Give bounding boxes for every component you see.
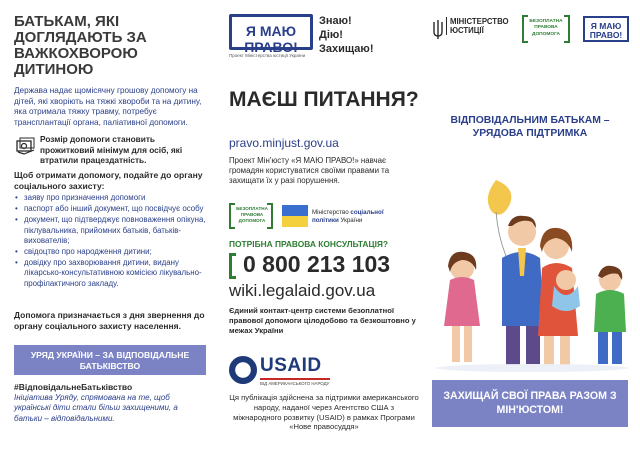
hotline-phone[interactable]: 0 800 213 103 (243, 251, 391, 277)
list-item: • довідку про захворювання дитини, видану лікарсько-консультативною комісією лікувально-профілактичного закладу. (14, 258, 206, 289)
trident-icon (432, 18, 444, 40)
question-heading: МАЄШ ПИТАННЯ? (229, 88, 419, 111)
left-intro: Держава надає щомісячну грошову допомогу на дітей, які хворіють на тяжкі хвороби та на дитину, яка отримала тяжку травму, потребує трансплантації органа, паліативної допомоги. (14, 86, 202, 127)
bracket-icon (229, 253, 236, 279)
usaid-divider (260, 378, 330, 380)
consultation-heading: ПОТРІБНА ПРАВОВА КОНСУЛЬТАЦІЯ? (229, 239, 389, 249)
legal-aid-logo (522, 15, 570, 43)
list-item: • свідоцтво про народження дитини; (14, 247, 206, 257)
deadline-note: Допомога призначається з дня звернення до органу соціального захисту населення. (14, 310, 205, 331)
bracket-icon (564, 15, 570, 43)
legal-aid-logo (229, 203, 273, 229)
ya-mayu-pravo-logo (583, 16, 629, 42)
benefit-amount: Розмір допомоги становить прожитковий мінімум для осіб, які втратили працездатність. (40, 134, 183, 165)
minjust-logo: МІНІСТЕРСТВО ЮСТИЦІЇ (446, 17, 508, 35)
government-banner: УРЯД УКРАЇНИ – ЗА ВІДПОВІДАЛЬНЕ БАТЬКІВСТВО (14, 345, 206, 375)
pravo-site-link[interactable]: pravo.minjust.gov.ua (229, 136, 339, 150)
ya-mayu-pravo-logo (229, 14, 313, 55)
slogan-line: Знаю! (319, 15, 352, 27)
list-item: • документ, що підтверджує повноваження опікуна, піклувальника, прийомних батьків, батьків-вихователів; (14, 215, 206, 246)
logo-text: Я МАЮ ПРАВО! (589, 21, 623, 40)
usaid-logo: USAID (260, 355, 322, 376)
usaid-seal-icon (229, 356, 257, 384)
right-headline: ВІДПОВІДАЛЬНИМ БАТЬКАМ – УРЯДОВА ПІДТРИМКА (450, 115, 610, 139)
list-item: • заяву про призначення допомоги (14, 193, 206, 203)
list-item: • паспорт або інший документ, що посвідчує особу (14, 204, 206, 214)
ministry-bold: соціальної політики (312, 209, 384, 224)
logo-tagline: Проект Міністерства юстиції України (229, 53, 306, 58)
ministry-post: України (340, 217, 363, 224)
ministry-social-policy (312, 209, 412, 225)
slogan (319, 14, 419, 56)
contact-center-text: Єдиний контакт-центр системи безоплатної правової допомоги цілодобово та безкоштовно у межах України (229, 306, 416, 335)
left-title: БАТЬКАМ, ЯКІ ДОГЛЯДАЮТЬ ЗА ВАЖКОХВОРОЮ ДИТИНОЮ (14, 13, 147, 78)
slogan-line: Захищаю! (319, 43, 374, 55)
bracket-icon (267, 203, 273, 229)
slogan-line: Дію! (319, 29, 343, 41)
publication-note: Ця публікація здійснена за підтримки американського народу, наданої через Агентство США з міжнародного розвитку (USAID) в рамках Програми «Нове правосуддя» (229, 393, 419, 432)
wiki-site-link[interactable]: wiki.legalaid.gov.ua (229, 281, 376, 300)
hashtag: #ВідповідальнеБатьківство (14, 382, 133, 392)
ministry-pre: Міністерство (312, 209, 349, 216)
ukraine-flag-icon (282, 205, 308, 227)
project-description: Проект Мін'юсту «Я МАЮ ПРАВО!» навчає громадян користуватися своїми правами та захищати їх у разі порушення. (229, 156, 390, 186)
family-illustration (432, 176, 632, 372)
documents-list (14, 193, 206, 290)
initiative-text: Ініціатива Уряду, спрямована на те, щоб українські діти стали більш захищеними, а батьки – відповідальними. (14, 393, 178, 423)
money-icon (16, 137, 36, 155)
legal-aid-logo-text: БЕЗОПЛАТНА ПРАВОВА ДОПОМОГА (236, 206, 268, 223)
logo-text: Я МАЮ ПРАВО! (244, 23, 298, 55)
cta-banner: ЗАХИЩАЙ СВОЇ ПРАВА РАЗОМ З МІН'ЮСТОМ! (432, 380, 628, 427)
howto-heading: Щоб отримати допомогу, подайте до органу соціального захисту: (14, 170, 203, 191)
legal-aid-logo-text: БЕЗОПЛАТНА ПРАВОВА ДОПОМОГА (529, 19, 563, 37)
usaid-subtitle: ВІД АМЕРИКАНСЬКОГО НАРОДУ (260, 381, 330, 386)
